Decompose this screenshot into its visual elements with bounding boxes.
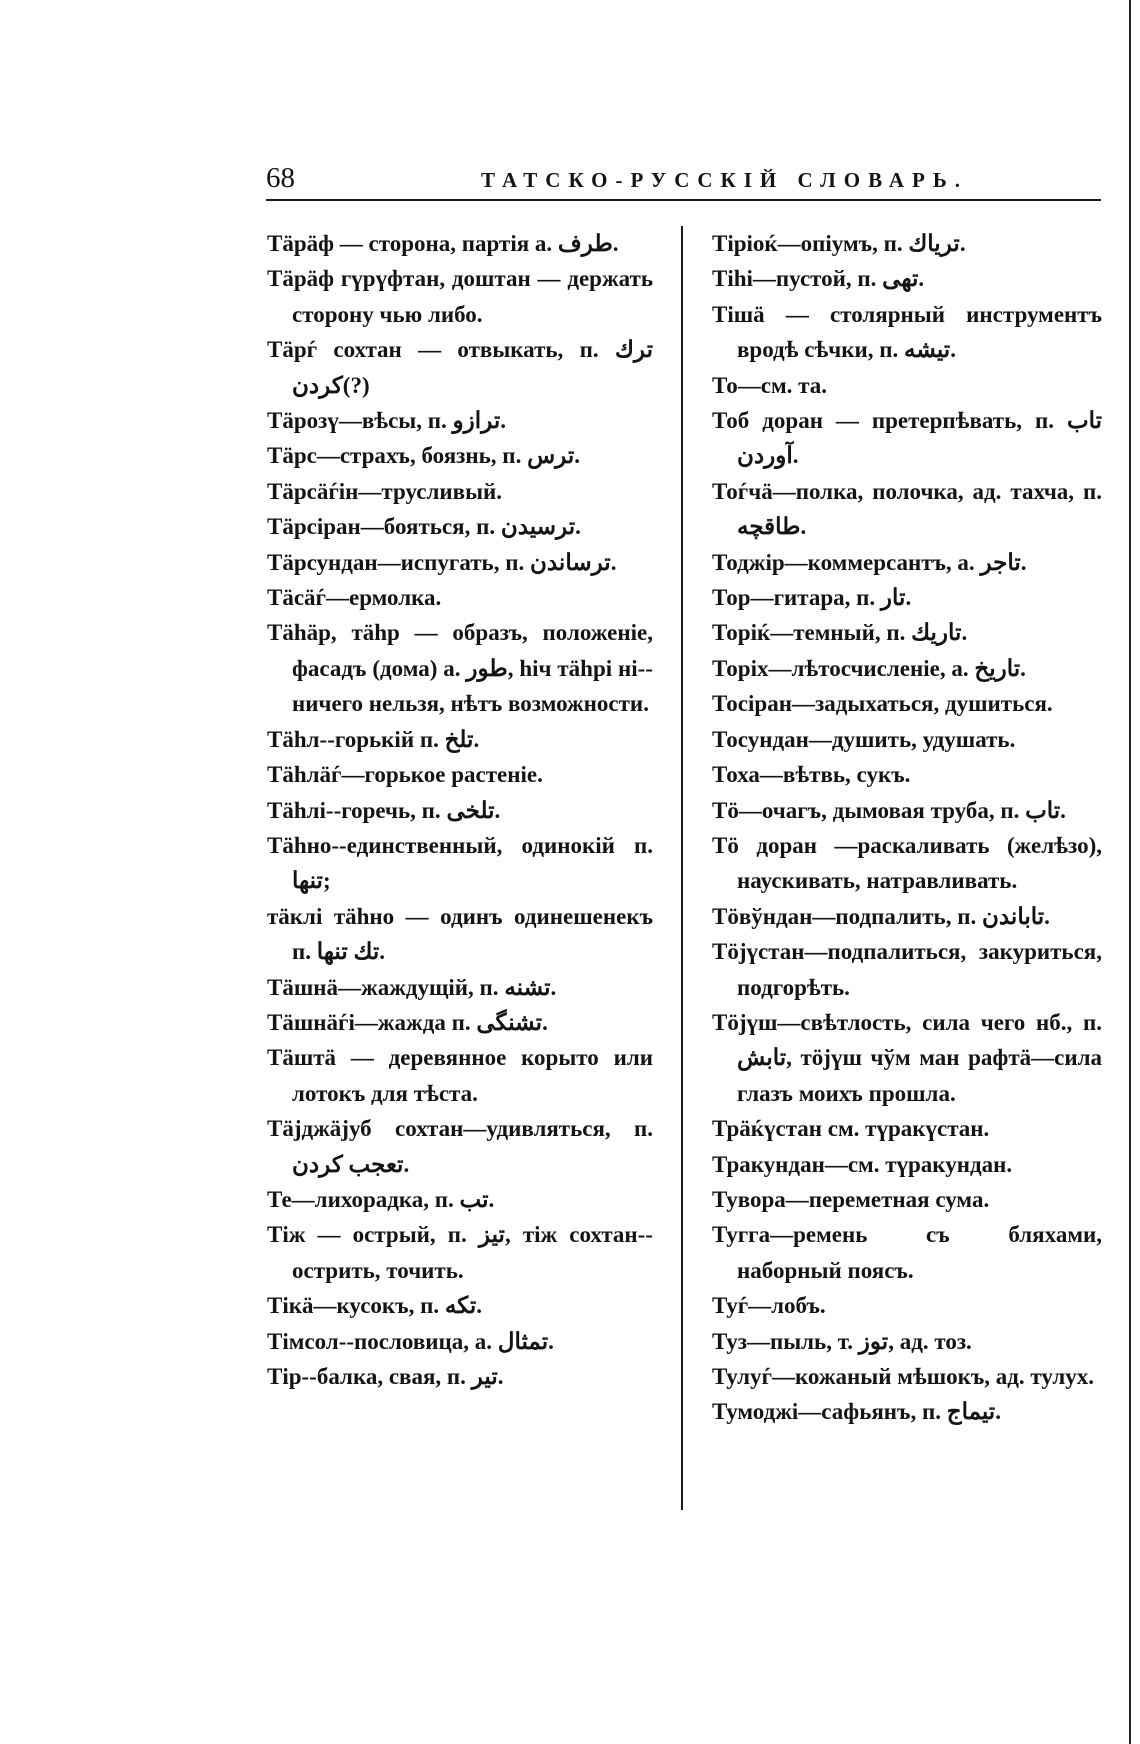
dictionary-entry: Тäһно--единственный, одинокій п. تنها; — [267, 832, 653, 894]
left-column — [267, 226, 653, 1394]
dictionary-entry: Тіріоќ—опіумъ, п. ترياك. — [712, 231, 966, 256]
page-header — [266, 160, 1101, 200]
dictionary-entry: Торіх—лѣтосчисленіе, а. تاريخ. — [712, 655, 1026, 681]
dictionary-entry: Тоджір—коммерсантъ, а. تاجر. — [712, 549, 1027, 575]
dictionary-entry: Тоѓчä—полка, полочка, ад. тахча, п. طاقچه. — [712, 478, 1102, 540]
dictionary-entry: Тäрсіран—бояться, п. ترسيدن. — [267, 514, 581, 540]
dictionary-entry: Тäшнäѓі—жажда п. تشنگى. — [267, 1009, 548, 1035]
dictionary-entry: Тäрс—страхъ, боязнь, п. ترس. — [267, 443, 580, 469]
dictionary-entry: Трäќүстан см. түракүстан. — [712, 1116, 990, 1142]
dictionary-entry: Тіж — острый, п. تيز, тіж сохтан--острить, точить. — [267, 1222, 654, 1283]
dictionary-entry: Туѓ—лобъ. — [712, 1293, 826, 1319]
right-column — [712, 226, 1102, 1430]
dictionary-entry: Тоха—вѣтвь, сукъ. — [712, 762, 911, 788]
page-number: 68 — [266, 162, 295, 194]
dictionary-entry: Тімсол--пословица, а. تمثال. — [267, 1328, 554, 1354]
dictionary-entry: Торіќ—темный, п. تاريك. — [712, 620, 968, 646]
dictionary-entry: Тіһі—пустой, п. تهى. — [712, 266, 925, 292]
dictionary-entry: Туз—пыль, т. توز, ад. тоз. — [712, 1328, 972, 1354]
header-rule — [266, 199, 1101, 201]
dictionary-entry: Тäрозү—вѣсы, п. ترازو. — [267, 408, 506, 434]
page-edge-rule — [1129, 0, 1131, 1744]
dictionary-entry: Тäшнä—жаждущій, п. تشنه. — [267, 974, 557, 1000]
dictionary-entry: То—см. та. — [712, 372, 828, 398]
dictionary-entry: Тäрѓ сохтан — отвыкать, п. ترك كردن(?) — [267, 337, 653, 398]
dictionary-entry: Тугга—ремень съ бляхами, наборный поясъ. — [712, 1222, 1102, 1283]
dictionary-entry: Тöјүстан—подпалиться, закуриться, подгорѣть. — [712, 939, 1102, 1000]
dictionary-entry: Тäһл--горькій п. تلخ. — [267, 726, 480, 752]
dictionary-entry: Тосіран—задыхаться, душиться. — [712, 691, 1053, 717]
dictionary-entry: Тішä — столярный инструментъ вродѣ сѣчки, п. تيشه. — [712, 301, 1102, 363]
dictionary-entry: Тоб доран — претерпѣвать, п. تاب آوردن. — [712, 408, 1102, 469]
dictionary-entry: Те—лихорадка, п. تب. — [267, 1186, 495, 1212]
dictionary-entry: Тікä—кусокъ, п. تكه. — [267, 1293, 483, 1319]
dictionary-entry: Тäһлäѓ—горькое растеніе. — [267, 762, 543, 788]
running-title: ТАТСКО-РУССКІЙ СЛОВАРЬ. — [481, 168, 968, 192]
dictionary-entry: Тумоджі—сафьянъ, п. تيماج. — [712, 1399, 1001, 1425]
dictionary-entry: Тö—очагъ, дымовая труба, п. تاب. — [712, 797, 1066, 823]
dictionary-entry: Тäштä — деревянное корыто или лотокъ для тѣста. — [267, 1045, 653, 1106]
dictionary-entry: Тäрсäѓін—трусливый. — [267, 478, 503, 504]
column-divider — [681, 226, 683, 1510]
dictionary-entry: тäклі тäһно — одинъ одинешенекъ п. تك تنها. — [267, 903, 653, 965]
dictionary-entry: Тäјджäјуб сохтан—удивляться, п. تعجب كردن. — [267, 1116, 653, 1177]
dictionary-entry: Тöјүш—свѣтлость, сила чего нб., п. تابش, тöјүш чўм ман рафтä—сила глазъ моихъ прошла. — [712, 1009, 1102, 1106]
dictionary-entry: Тäрäф — сторона, партія а. طرف. — [267, 231, 619, 256]
dictionary-entry: Тувора—переметная сума. — [712, 1186, 990, 1212]
dictionary-entry: Тäрäф гүрүфтан, доштан — держать сторону чью либо. — [267, 266, 653, 327]
dictionary-entry: Тäрсундан—испугать, п. ترساندن. — [267, 549, 617, 575]
dictionary-entry: Тулуѓ—кожаный мѣшокъ, ад. тулух. — [712, 1364, 1094, 1389]
dictionary-entry: Тö доран —раскаливать (желѣзо), наускивать, натравливать. — [712, 832, 1102, 894]
dictionary-entry: Тор—гитара, п. تار. — [712, 585, 912, 611]
dictionary-entry: Тракундан—см. түракундан. — [712, 1151, 1013, 1177]
dictionary-entry: Тосундан—душить, удушать. — [712, 726, 1016, 752]
dictionary-entry: Тäһäр, тäһр — образъ, положеніе, фасадъ (дома) а. طور, һіч тäһрі ні--ничего нельзя, нѣтъ возможности. — [267, 620, 653, 717]
dictionary-entry: Тір--балка, свая, п. تير. — [267, 1364, 504, 1389]
dictionary-entry: Тäсäѓ—ермолка. — [267, 585, 442, 611]
dictionary-entry: Тöвўндан—подпалить, п. تاباندن. — [712, 903, 1050, 929]
dictionary-entry: Тäһлі--горечь, п. تلخى. — [267, 797, 501, 823]
